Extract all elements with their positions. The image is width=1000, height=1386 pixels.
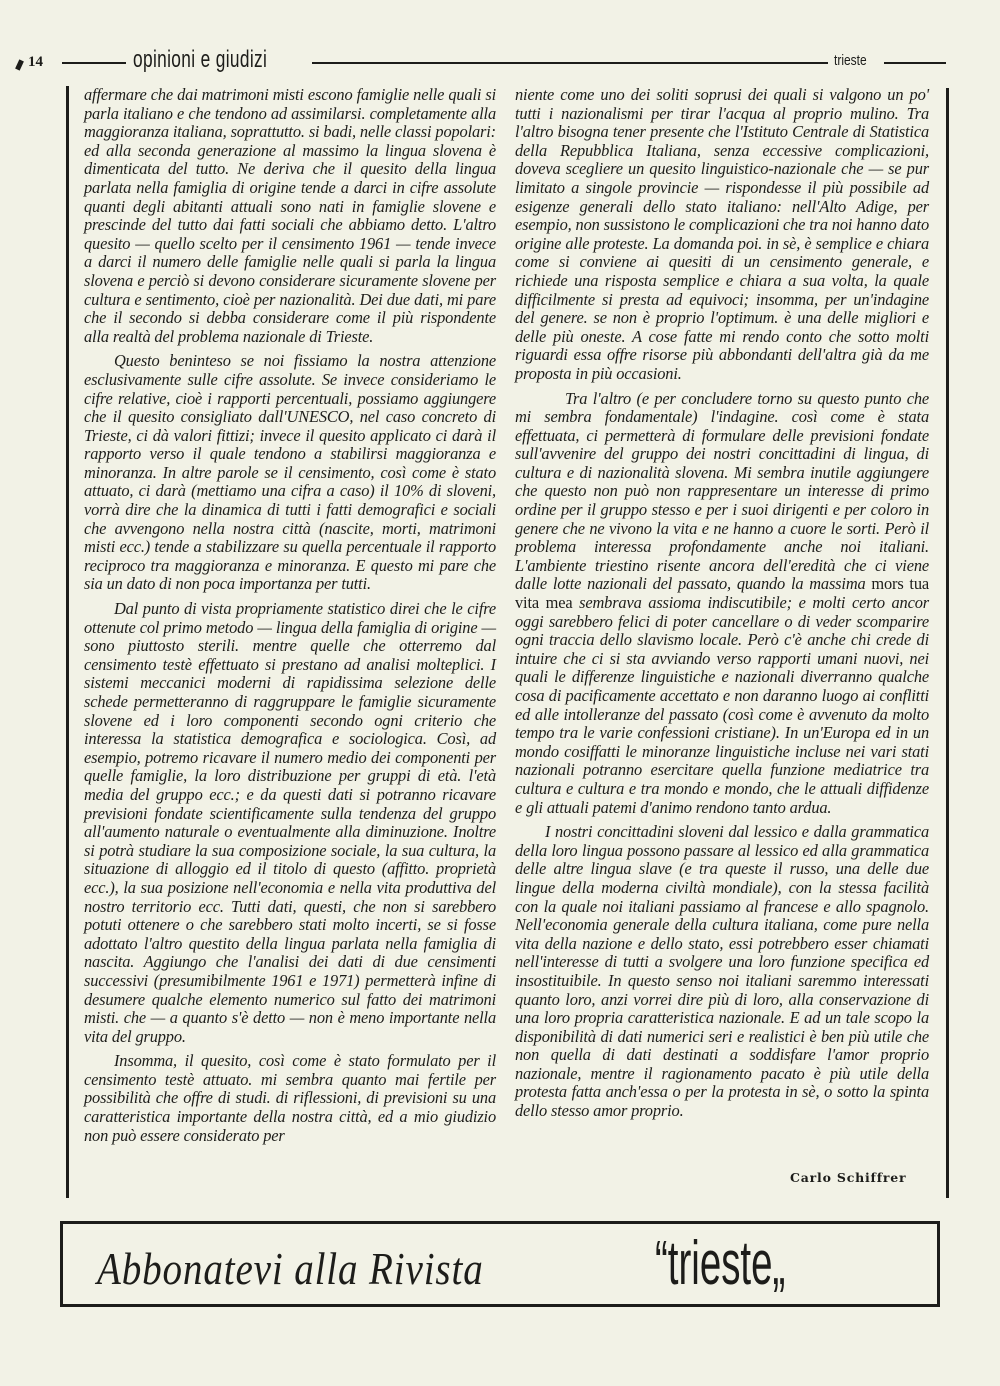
article-right-column — [515, 86, 929, 1146]
right-column-rule — [946, 88, 949, 1198]
paragraph: affermare che dai matrimoni misti escono famiglie nelle quali si parla italiano e che tendono ad assimilarsi. completamente alla maggioranza italiana, soprattutto. si badi, nelle classi popolari: ed alla seconda generazione al massimo la lingua slovena è dimenticata del tutto. Ne deriva che il quesito della lingua parlata nella famiglia di origine tende a darci in cifre assolute quanti degli abitanti attuali sono nati in famiglie slovene e prescinde del tutto dai fatti sociali che abbiamo detto. L'altro quesito — quello scelto per il censimento 1961 — tende invece a darci il numero delle famiglie nelle quali si parla la lingua slovena e perciò si devono considerare sicuramente slovene per cultura e sentimento, cioè per nazionalità. Dei due dati, mi pare che il secondo si debba considerare come il più rispondente alla realtà del problema nazionale di Trieste. — [84, 85, 496, 346]
latin-phrase: mors tua vita mea — [515, 574, 929, 613]
paragraph: I nostri concittadini sloveni dal lessico e dalla grammatica della loro lingua possono passare al lessico ed alla grammatica delle altre lingua slave (e tra queste il russo, una delle due lingue della moderna civiltà mondiale), con la stessa facilità con la quale noi italiani passiamo al francese e allo spagnolo. Nell'economia generale della cultura italiana, come pure nella vita della nazione e dello stato, essi potrebbero esser chiamati nell'interesse di tutti a svolgere una loro funzione specifica ed insostituibile. In questo senso noi italiani saremmo interessati quanto loro, anzi vorrei dire più di loro, alla conservazione di una loro propria caratteristica nazionale. E ad un tale scopo la disponibilità di dati numerici seri e realistici è ben più utile che non quella di dati destinati a soddisfare l'amor proprio nazionale, mentre il ragionamento pacato è più utile della protesta fatta anch'essa o per la protesta in sè, o sotto la spinta dello stesso amor proprio. — [515, 822, 929, 1121]
page-header — [0, 46, 1000, 76]
header-rule-middle — [312, 62, 828, 64]
magazine-name: trieste — [834, 52, 867, 69]
advertisement-magazine-name: “trieste„ — [655, 1229, 786, 1298]
paragraph-text: Tra l'altro (e per concludere torno su questo punto che mi sembra fondamentale) l'indagine. così come è stata effettuata, ci permetterà di formulare delle previsioni fondate sull'avvenire del gruppo dei nostri concittadini di lingua, di cultura e di nazionalità slovena. Mi sembra inutile aggiungere che questo non può non rappresentare un interesse di primo ordine per il gruppo stesso e per i suoi dirigenti e per coloro in genere che ne vivono la vita e ne hanno a cuore le sorti. Però il problema interessa profondamente anche noi italiani. L'ambiente triestino risente ancora dell'eredità che ci viene dalle lotte nazionali del passato, quando la massima — [515, 388, 929, 594]
corner-mark — [15, 59, 24, 70]
article-left-column — [84, 86, 496, 1196]
advertisement-text: Abbonatevi alla Rivista — [97, 1243, 484, 1294]
paragraph: niente come uno dei soliti soprusi dei quali si valgono un po' tutti i nazionalismi per tirar l'acqua al proprio mulino. Tra l'altro bisogna tener presente che l'Istituto Centrale di Statistica della Repubblica Italiana, senza eccessive complicazioni, doveva scegliere un quesito linguistico-nazionale che — se pur limitato a singole provincie — rispondesse il più possibile ad esigenze generali dello stato italiano: nell'Alto Adige, per esempio, non sussistono le complicazioni che tra noi hanno dato origine alle proteste. La domanda poi. in sè, è semplice e chiara come si conviene ai quesiti di un censimento generale, e richiede una risposta semplice e chiara a sua volta, la quale difficilmente si presta ad equivoci; insomma, per un'indagine del genere. se non è proprio l'optimum. è una delle migliori e delle più oneste. A cose fatte mi rendo conto che sotto molti riguardi essa offre risorse più abbondanti dell'altra già da me proposta in più occasioni. — [515, 85, 929, 383]
left-column-rule — [66, 86, 69, 1198]
subscription-advertisement — [60, 1221, 940, 1307]
paragraph: Questo beninteso se noi fissiamo la nostra attenzione esclusivamente sulle cifre assolute. Se invece consideriamo le cifre relative, cioè i rapporti percentuali, possiamo aggiungere che il quesito consigliato dall'UNESCO, nel caso concreto di Trieste, ci dà valori fittizi; invece il quesito applicato ci darà il rapporto verso il quale tendono a stabilirsi maggioranza e minoranza. In altre parole se il censimento, così come è stato attuato, ci darà (mettiamo una cifra a caso) il 10% di sloveni, vorrà dire che la dinamica di tutti i fatti demografici e sociali che avvengono nella nostra città (nascite, morti, matrimoni misti ecc.) tende a stabilizzare su quella percentuale il rapporto reciproco tra maggioranza e minoranza. E questo mi pare che sia un dato di non poca importanza per tutti. — [84, 351, 496, 594]
section-title: opinioni e giudizi — [133, 46, 268, 73]
paragraph: Insomma, il quesito, così come è stato formulato per il censimento testè attuato. mi sembra quanto mai fertile per possibilità che offre di studi. di riflessioni, di previsioni su una caratteristica importante della nostra città, ed a mio giudizio non può essere considerato per — [84, 1051, 496, 1145]
page-number: 14 — [28, 54, 43, 70]
paragraph — [515, 390, 929, 818]
header-rule-right — [884, 62, 946, 64]
paragraph: Dal punto di vista propriamente statistico direi che le cifre ottenute col primo metodo — lingua della famiglia di origine — sono piuttosto sterili. mentre quelle che otterremo dal censimento testè effettuato si prestano ad analisi molteplici. I sistemi meccanici moderni di rapidissima selezione delle schede permetteranno di raggruppare le famiglie sicuramente slovene ed i loro componenti secondo ogni criterio che interessa la statistica demografica e sociologica. Così, ad esempio, potremo ricavare il numero medio dei componenti per quelle famiglie, la loro distribuzione per gruppi di età. l'età media del gruppo ecc.; e da questi dati si potranno ricavare previsioni fondate scientificamente sulla tendenza del gruppo all'aumento naturale o eventualmente alla diminuzione. Inoltre si potrà studiare la sua composizione sociale, la sua cultura, la situazione di alloggio ed il titolo di questo (affitto. proprietà ecc.), la sua posizione nell'economia e nella vita produttiva del nostro territorio ecc. Tutti dati, questi, che non si sarebbero potuti ottenere o che sarebbero stati molto incerti, se si fosse adottato l'altro questito della lingua parlata nella famiglia di nascita. Aggiungo che l'analisi dei dati di due censimenti successivi (presumibilmente 1961 e 1971) permetterà infine di desumere qualche elemento numerico sul fatto dei matrimoni misti. che — a quanto s'è detto — non è meno importante nella vita del gruppo. — [84, 599, 496, 1046]
header-rule-left — [62, 62, 126, 64]
author-signature: Carlo Schiffrer — [790, 1170, 907, 1185]
paragraph-text: sembrava assioma indiscutibile; e molti certo ancor oggi sarebbero felici di poter cancellare o di veder scomparire ogni traccia dello slavismo locale. Però c'è anche chi crede di intuire che ci si sta avviando verso rapporti umani nuovi, nei quali le differenze linguistiche e nazionali diverranno qualche cosa di pacificamente accettato e non daranno luogo ai conflitti ed alle intolleranze del passato (così come è avvenuto da molto tempo tra le varie confessioni cristiane). In un'Europa ed in un mondo cosiffatti le minoranze linguistiche incluse nei vari stati nazionali potranno esercitare quella funzione mediatrice tra cultura e cultura e tra mondo e mondo, che le attuali diffidenze e gli attuali patemi d'animo rendono tanto ardua. — [515, 593, 929, 817]
